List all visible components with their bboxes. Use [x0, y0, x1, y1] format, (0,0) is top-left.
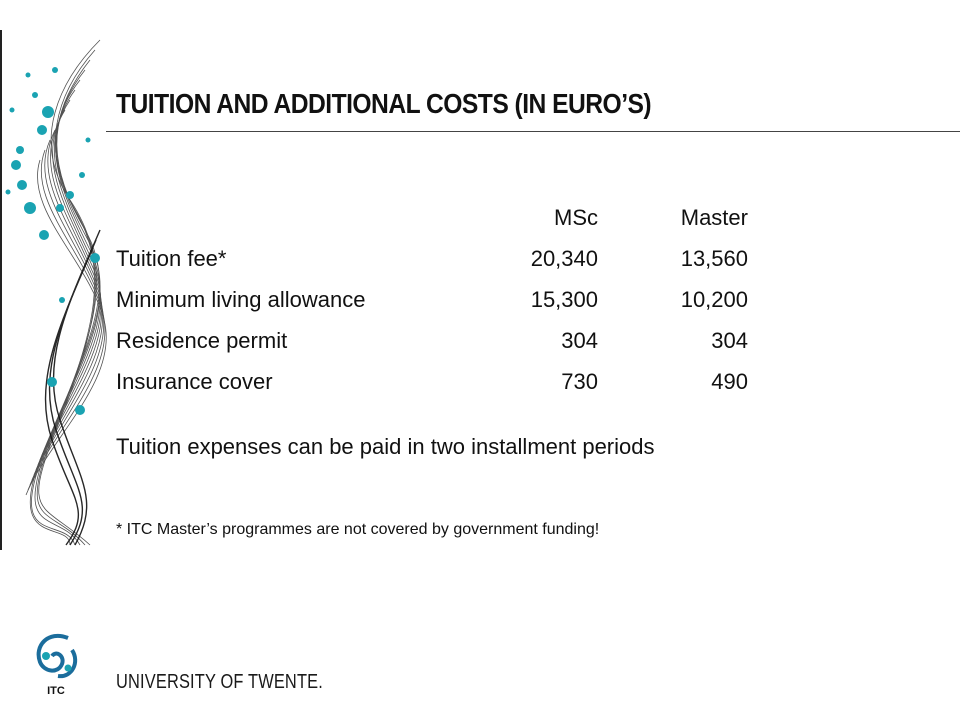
msc-value: 304 — [561, 328, 598, 353]
payment-note: Tuition expenses can be paid in two installment periods — [116, 434, 655, 459]
msc-value: 20,340 — [530, 246, 598, 271]
master-value: 490 — [711, 369, 748, 394]
title-divider — [106, 131, 960, 132]
slide-title: TUITION AND ADDITIONAL COSTS (IN EURO’S) — [116, 88, 652, 119]
master-value: 10,200 — [680, 287, 748, 312]
decorative-line-art — [0, 0, 110, 560]
row-label: Residence permit — [116, 328, 288, 353]
master-value: 304 — [711, 328, 748, 353]
msc-value: 730 — [561, 369, 598, 394]
msc-value: 15,300 — [530, 287, 598, 312]
row-label: Minimum living allowance — [116, 287, 366, 312]
row-label: Tuition fee* — [116, 246, 227, 271]
column-header-master: Master — [680, 205, 748, 230]
itc-logo-text: ITC — [47, 685, 65, 697]
master-value: 13,560 — [680, 246, 748, 271]
university-name: UNIVERSITY OF TWENTE. — [116, 671, 323, 693]
itc-logo — [28, 628, 84, 698]
footnote: * ITC Master’s programmes are not covered by government funding! — [116, 521, 600, 538]
row-label: Insurance cover — [116, 369, 273, 394]
column-header-msc: MSc — [554, 205, 598, 230]
